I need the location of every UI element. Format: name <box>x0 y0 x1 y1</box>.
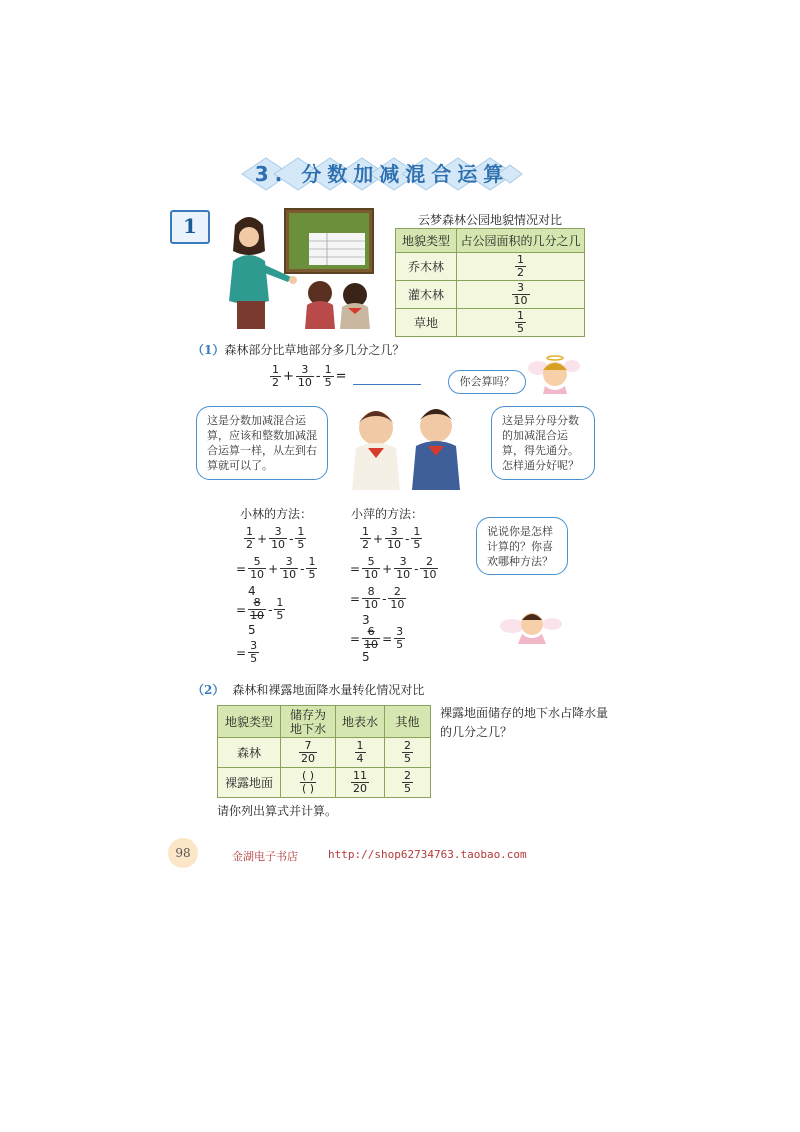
angel-icon <box>498 600 568 650</box>
method-lin-line-3-bottom: 5 <box>248 623 256 637</box>
method-lin-line-3-top: 4 <box>248 584 256 598</box>
question-1 <box>192 341 404 358</box>
method-ping-line-2: = $\frac{5}{10}$ + $\frac{3}{10}$ - $\frac{2}{10}$ <box>350 555 437 581</box>
table-row: 裸露地面 $\frac{( )}{( )}$ $\frac{11}{20}$ $\frac{2}{5}$ <box>218 768 431 798</box>
terrain-header-type: 地貌类型 <box>396 229 457 253</box>
method-ping-label: 小萍的方法： <box>351 507 424 521</box>
method-ping-line-4-bottom: 5 <box>362 650 370 664</box>
angel-icon <box>528 352 580 398</box>
boy-speech-bubble: 这是异分母分数的加减混合运算，得先通分。怎样通分好呢？ <box>491 406 595 480</box>
method-ping-line-3: = $\frac{8}{10}$ - $\frac{2}{10}$ <box>350 585 405 611</box>
footer-url[interactable]: http://shop62734763.taobao.com <box>328 848 527 861</box>
water-header-other: 其他 <box>385 706 431 738</box>
method-lin-line-4: = $\frac{3}{5}$ <box>236 639 258 665</box>
method-ping-line-1: $\frac{1}{2}$ + $\frac{3}{10}$ - $\frac{1}{5}$ <box>362 525 421 551</box>
water-header-groundwater: 储存为地下水 <box>281 706 336 738</box>
question-1-text: 森林部分比草地部分多几分之几？ <box>224 343 405 357</box>
footer-shop-name: 金湖电子书店 <box>232 850 298 863</box>
children-illustration <box>328 398 488 492</box>
table-row <box>396 253 585 281</box>
example-number-badge: 1 <box>170 210 210 244</box>
method-ping-line-4-top: 3 <box>362 613 370 627</box>
terrain-header-fraction: 占公园面积的几分之几 <box>457 229 585 253</box>
fraction: $\frac{1}{2}$ <box>272 363 279 389</box>
method-lin-line-2: = $\frac{5}{10}$ + $\frac{3}{10}$ - $\frac{1}{5}$ <box>236 555 316 581</box>
question-1-label: （1） <box>192 343 225 357</box>
terrain-table <box>395 228 585 337</box>
table-row <box>396 309 585 337</box>
angel-speech-bubble-bottom: 说说你是怎样计算的？你喜欢哪种方法？ <box>476 517 568 575</box>
fraction: $\frac{3}{10}$ <box>513 281 528 307</box>
question-2-label: （2） <box>192 683 225 697</box>
water-header-surface: 地表水 <box>336 706 385 738</box>
fraction: $\frac{1}{2}$ <box>517 253 524 279</box>
table-row: 森林 $\frac{7}{20}$ $\frac{1}{4}$ $\frac{2}{5}$ <box>218 738 431 768</box>
terrain-type-cell: 草地 <box>396 309 457 337</box>
fraction: $\frac{1}{5}$ <box>324 363 332 389</box>
method-lin-line-1: $\frac{1}{2}$ + $\frac{3}{10}$ - $\frac{1}{5}$ <box>246 525 305 551</box>
fraction: $\frac{3}{10}$ <box>297 363 312 389</box>
method-ping-line-4: = $\frac{6}{10}$ = $\frac{3}{5}$ <box>350 625 404 651</box>
method-lin-label: 小林的方法： <box>240 507 313 521</box>
fraction: $\frac{1}{5}$ <box>517 309 524 335</box>
question-2-text: 森林和裸露地面降水量转化情况对比 <box>232 683 425 697</box>
angel-speech-bubble-top: 你会算吗？ <box>448 370 526 394</box>
girl-speech-bubble: 这是分数加减混合运算，应该和整数加减混合运算一样，从左到右算就可以了。 <box>196 406 328 480</box>
question-2-side-text: 裸露地面储存的地下水占降水量的几分之几？ <box>440 706 609 739</box>
water-header-type: 地貌类型 <box>218 706 281 738</box>
water-type-cell: 森林 <box>218 738 281 768</box>
page-number: 98 <box>168 838 198 868</box>
terrain-table-caption: 云梦森林公园地貌情况对比 <box>418 213 563 227</box>
question-1-expression: $\frac{1}{2}$ + $\frac{3}{10}$ - $\frac{1}{5}$ = <box>270 364 421 389</box>
table-row <box>396 281 585 309</box>
answer-blank[interactable] <box>353 369 421 385</box>
classroom-illustration <box>215 205 385 333</box>
water-table <box>217 705 431 798</box>
blank-fraction[interactable]: $\frac{( )}{( )}$ <box>301 769 315 795</box>
method-lin-line-3: = $\frac{8}{10}$ - $\frac{1}{5}$ <box>236 596 284 622</box>
terrain-type-cell: 灌木林 <box>396 281 457 309</box>
terrain-type-cell: 乔木林 <box>396 253 457 281</box>
page-title: 3. 分数加减混合运算 <box>254 162 510 186</box>
question-2 <box>192 681 424 698</box>
question-2-instruction: 请你列出算式并计算。 <box>217 804 338 818</box>
water-type-cell: 裸露地面 <box>218 768 281 798</box>
